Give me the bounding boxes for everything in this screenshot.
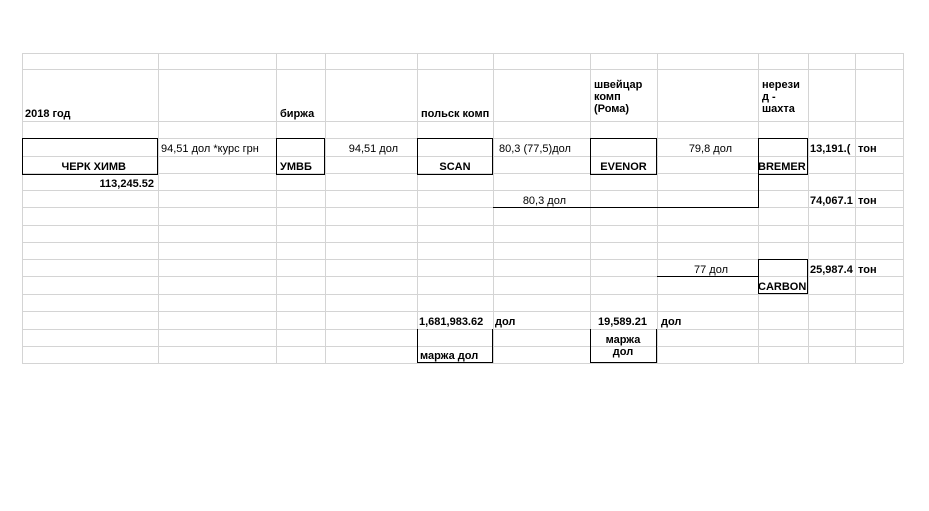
price-evenor[interactable]: 79,8 дол xyxy=(688,143,732,155)
tonnage-74[interactable]: 74,067.1 xyxy=(810,195,853,207)
margin-polish-value[interactable]: 1,681,983.62 xyxy=(419,316,484,328)
cherk-total[interactable]: 113,245.52 xyxy=(99,178,154,190)
carbon-label[interactable]: CARBON xyxy=(758,281,807,293)
umvb-label[interactable]: УМВБ xyxy=(280,161,312,173)
price-80[interactable]: 80,3 дол xyxy=(522,195,566,207)
tonnage-bremer-unit[interactable]: тон xyxy=(858,143,877,155)
exchange-header[interactable]: биржа xyxy=(280,108,315,120)
bremer-label[interactable]: BREMER xyxy=(758,161,806,173)
nonresident-mine-header[interactable]: нерези д - шахта xyxy=(762,79,800,115)
price-grn[interactable]: 94,51 дол *курс грн xyxy=(161,143,259,155)
line-polish-to-bremer xyxy=(493,207,758,208)
margin-swiss-unit[interactable]: дол xyxy=(661,316,682,328)
tonnage-74-unit[interactable]: тон xyxy=(858,195,877,207)
price-77[interactable]: 77 дол xyxy=(693,264,728,276)
polish-company-header[interactable]: польск комп xyxy=(421,108,490,120)
price-scan[interactable]: 80,3 (77,5)дол xyxy=(499,143,571,155)
cherk-khimv-label[interactable]: ЧЕРК ХИМВ xyxy=(61,161,126,173)
line-evenor-to-carbon xyxy=(657,276,758,277)
margin-polish-label[interactable]: маржа дол xyxy=(420,350,479,362)
scan-label[interactable]: SCAN xyxy=(439,161,471,173)
year-header[interactable]: 2018 год xyxy=(25,108,71,120)
price-umvb[interactable]: 94,51 дол xyxy=(348,143,398,155)
margin-swiss-value[interactable]: 19,589.21 xyxy=(598,316,647,328)
evenor-label[interactable]: EVENOR xyxy=(600,161,647,173)
swiss-company-header[interactable]: швейцар комп (Рома) xyxy=(594,79,643,115)
tonnage-25[interactable]: 25,987.4 xyxy=(810,264,853,276)
tonnage-bremer[interactable]: 13,191.( xyxy=(810,143,851,155)
tonnage-25-unit[interactable]: тон xyxy=(858,264,877,276)
margin-polish-unit[interactable]: дол xyxy=(495,316,516,328)
margin-swiss-label[interactable]: маржа дол xyxy=(605,334,641,358)
line-bremer-down xyxy=(758,175,759,208)
